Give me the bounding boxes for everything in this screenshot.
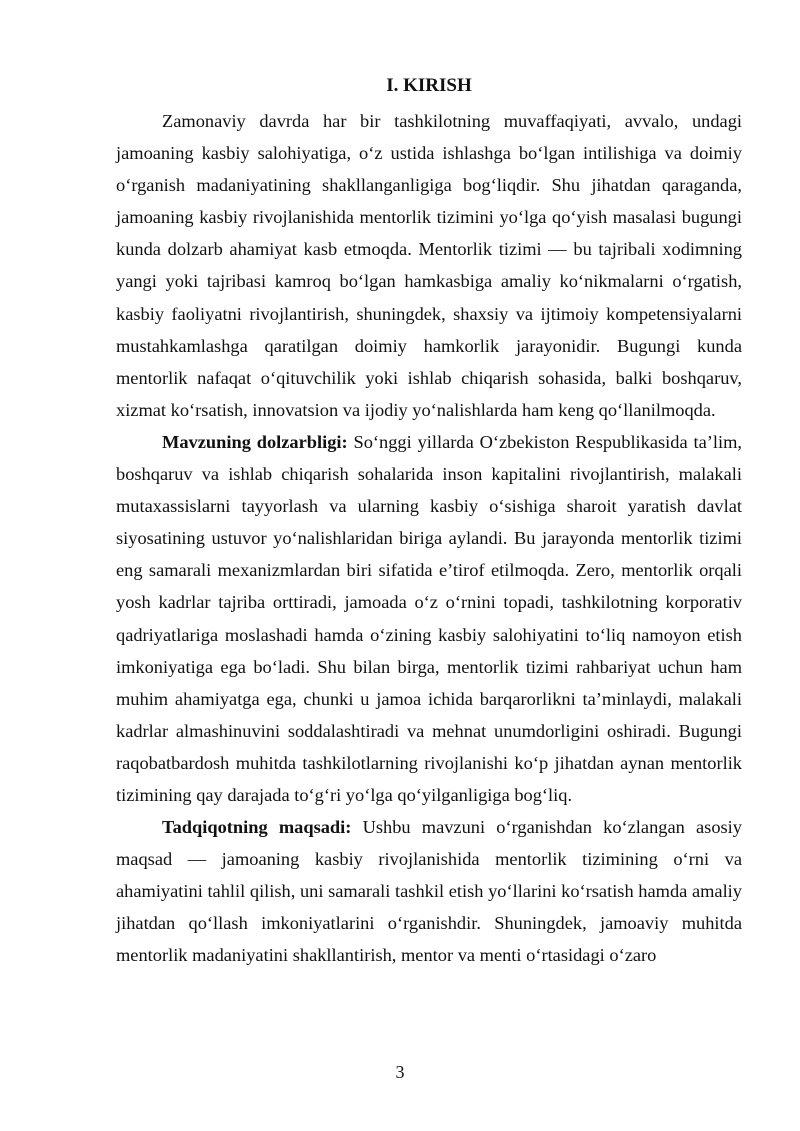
- paragraph-research-goal: [116, 811, 742, 971]
- paragraph-lead-heading: Tadqiqotning maqsadi:: [162, 817, 352, 838]
- paragraph-relevance: [116, 426, 742, 811]
- document-page: [116, 76, 742, 972]
- paragraph-text: So‘nggi yillarda O‘zbekiston Respublikasida ta’lim, boshqaruv va ishlab chiqarish sohalarida inson kapitalini rivojlantirish, malakali mutaxassislarni tayyorlash va ularning kasbiy o‘sishiga sharoit yaratish davlat siyosatining ustuvor yo‘nalishlaridan biriga aylandi. Bu jarayonda mentorlik tizimi eng samarali mexanizmlardan biri sifatida e’tirof etilmoqda. Zero, mentorlik orqali yosh kadrlar tajriba orttiradi, jamoada o‘z o‘rnini topadi, tashkilotning korporativ qadriyatlariga moslashadi hamda o‘zining kasbiy salohiyatini to‘liq namoyon etish imkoniyatiga ega bo‘ladi. Shu bilan birga, mentorlik tizimi rahbariyat uchun ham muhim ahamiyatga ega, chunki u jamoa ichida barqarorlikni ta’minlaydi, malakali kadrlar almashinuvini soddalashtiradi va mehnat unumdorligini oshiradi. Bugungi raqobatbardosh muhitda tashkilotlarning rivojlanishi ko‘p jihatdan aynan mentorlik tizimining qay darajada to‘g‘ri yo‘lga qo‘yilganligiga bog‘liq.: [116, 431, 742, 805]
- page-number: 3: [395, 1062, 405, 1082]
- paragraph-text: Zamonaviy davrda har bir tashkilotning muvaffaqiyati, avvalo, undagi jamoaning kasbiy salohiyatiga, o‘z ustida ishlashga bo‘lgan intilishiga va doimiy o‘rganish madaniyatining shakllanganligiga bog‘liqdir. Shu jihatdan qaraganda, jamoaning kasbiy rivojlanishida mentorlik tizimini yo‘lga qo‘yish masalasi bugungi kunda dolzarb ahamiyat kasb etmoqda. Mentorlik tizimi — bu tajribali xodimning yangi yoki tajribasi kamroq bo‘lgan hamkasbiga amaliy ko‘nikmalarni o‘rgatish, kasbiy faoliyatni rivojlantirish, shuningdek, shaxsiy va ijtimoiy kompetensiyalarni mustahkamlashga qaratilgan doimiy hamkorlik jarayonidir. Bugungi kunda mentorlik nafaqat o‘qituvchilik yoki ishlab chiqarish sohasida, balki boshqaruv, xizmat ko‘rsatish, innovatsion va ijodiy yo‘nalishlarda ham keng qo‘llanilmoqda.: [116, 111, 742, 420]
- paragraph-introduction: [116, 105, 742, 426]
- paragraph-text: Ushbu mavzuni o‘rganishdan ko‘zlangan asosiy maqsad — jamoaning kasbiy rivojlanishida mentorlik tizimining o‘rni va ahamiyatini tahlil qilish, uni samarali tashkil etish yo‘llarini ko‘rsatish hamda amaliy jihatdan qo‘llash imkoniyatlarini o‘rganishdir. Shuningdek, jamoaviy muhitda mentorlik madaniyatini shakllantirish, mentor va menti o‘rtasidagi o‘zaro: [116, 817, 742, 966]
- section-title: I. KIRISH: [386, 75, 472, 96]
- paragraph-lead-heading: Mavzuning dolzarbligi:: [162, 431, 348, 452]
